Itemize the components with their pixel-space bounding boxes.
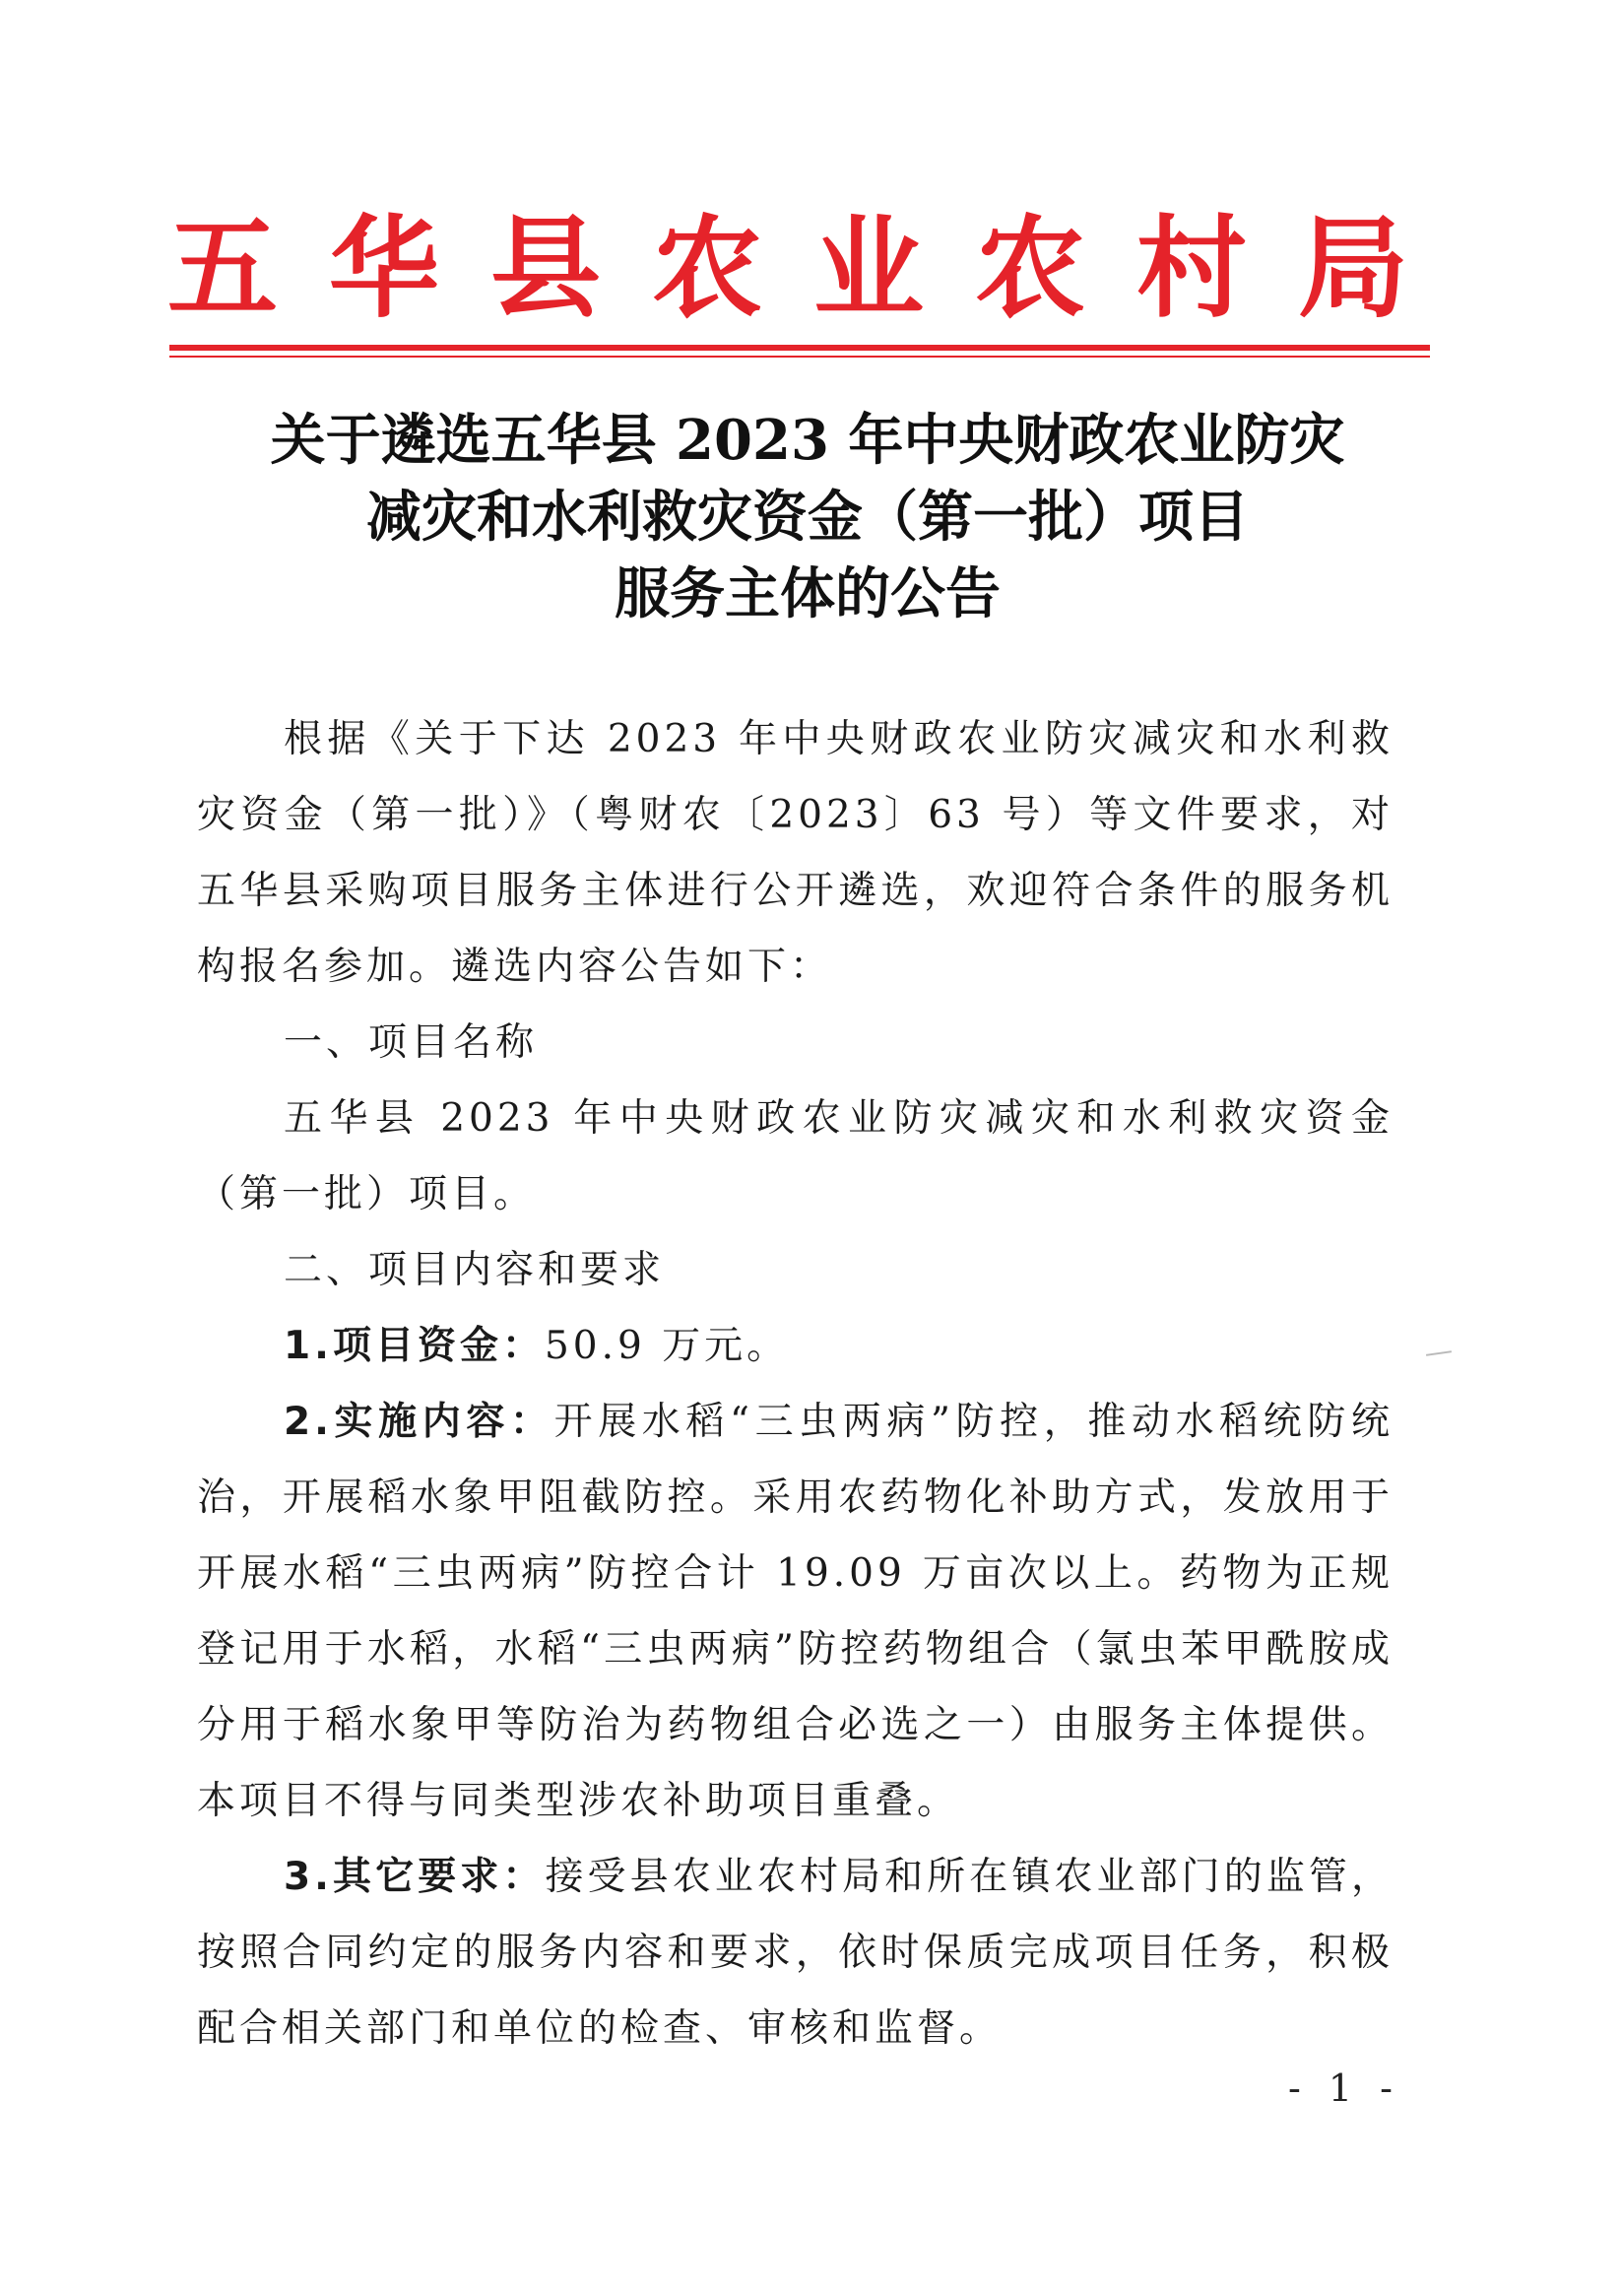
section-2-heading: 二、项目内容和要求 [284, 1248, 666, 1292]
red-divider-thick [169, 345, 1430, 351]
item-other-requirements [197, 1839, 1394, 2066]
masthead-title: 五华县农业农村局 [167, 205, 1459, 333]
title-line-3: 服务主体的公告 [615, 561, 1001, 626]
item-funding-label: 1.项目资金： [284, 1324, 545, 1368]
document-body [197, 701, 1394, 2066]
item-other-requirements-label: 3.其它要求： [284, 1855, 546, 1899]
item-implementation-text: 开展水稻“三虫两病”防控，推动水稻统防统治，开展稻水象甲阻截防控。采用农药物化补助方式，发放用于开展水稻“三虫两病”防控合计 19.09 万亩次以上。药物为正规登记用于水稻，水稻“三虫两病”防控药物组合（氯虫苯甲酰胺成分用于稻水象甲等防治为药物组合必选之一）由服务主体提供。本项目不得与同类型涉农补助项目重叠。 [197, 1400, 1394, 1823]
intro-paragraph: 根据《关于下达 2023 年中央财政农业防灾减灾和水利救灾资金（第一批）》（粤财农〔2023〕63 号）等文件要求，对五华县采购项目服务主体进行公开遴选，欢迎符合条件的服务机构报名参加。遴选内容公告如下： [197, 717, 1394, 989]
red-divider-thin [169, 356, 1430, 358]
title-line-1: 关于遴选五华县 2023 年中央财政农业防灾 [270, 408, 1345, 473]
document-title [167, 402, 1448, 632]
title-line-2: 减灾和水利救灾资金（第一批）项目 [366, 485, 1249, 550]
item-implementation [197, 1384, 1394, 1839]
section-1-text: 五华县 2023 年中央财政农业防灾减灾和水利救灾资金（第一批）项目。 [197, 1096, 1394, 1216]
item-implementation-label: 2.实施内容： [284, 1400, 554, 1444]
scan-artifact [1426, 1350, 1452, 1356]
item-funding-text: 50.9 万元。 [544, 1324, 790, 1368]
page-number: - 1 - [1287, 2066, 1400, 2110]
item-funding [197, 1308, 1394, 1384]
section-1-heading: 一、项目名称 [284, 1020, 539, 1065]
item-other-requirements-text: 接受县农业农村局和所在镇农业部门的监管，按照合同约定的服务内容和要求，依时保质完成项目任务，积极配合相关部门和单位的检查、审核和监督。 [197, 1855, 1394, 2051]
